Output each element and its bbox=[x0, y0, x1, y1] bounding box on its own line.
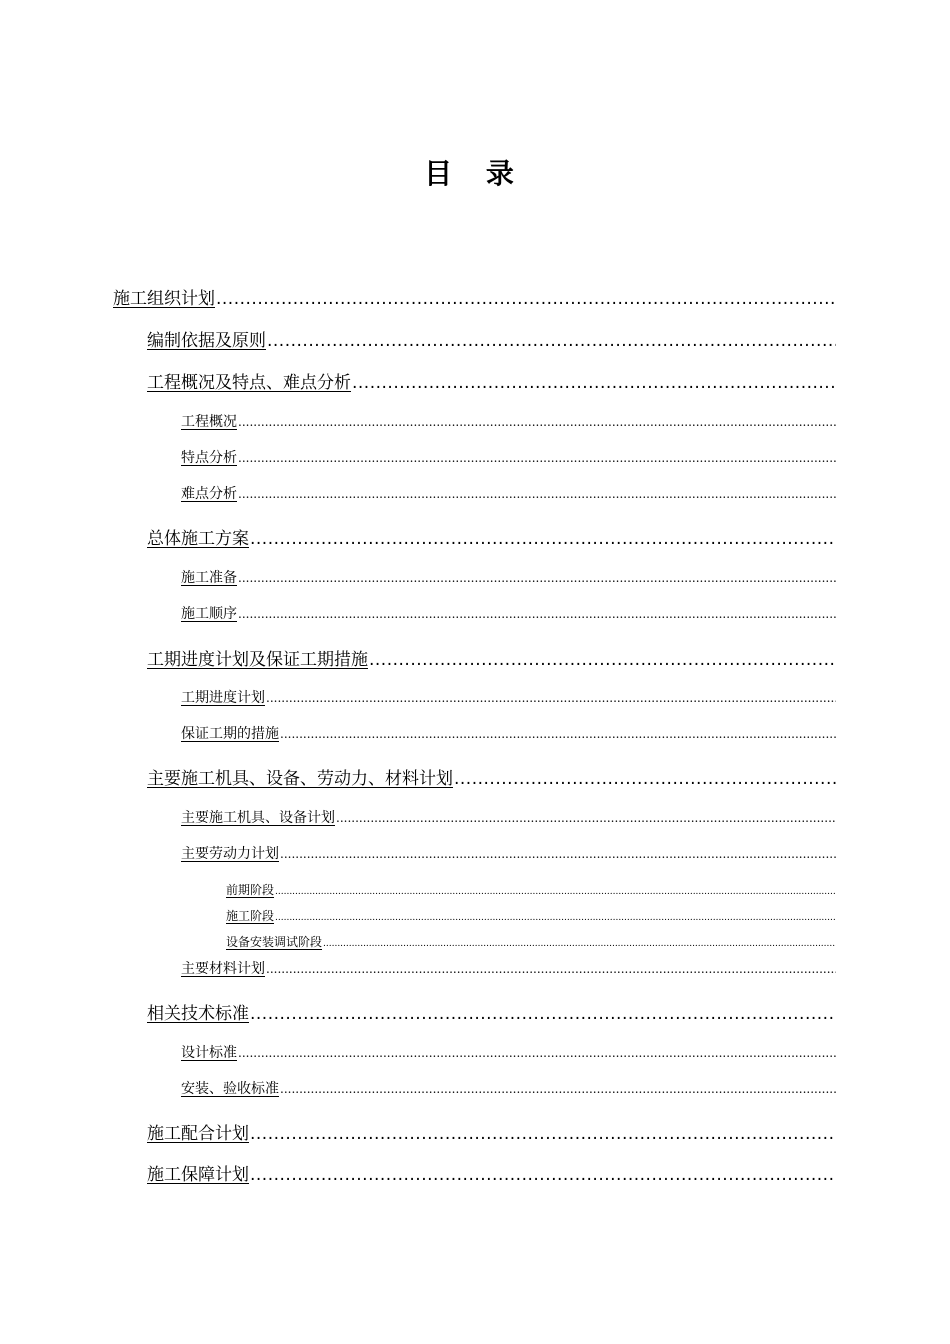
toc-leader-dots bbox=[275, 883, 836, 897]
toc-entry-label: 工程概况 bbox=[181, 414, 237, 430]
toc-entry-label: 保证工期的措施 bbox=[181, 726, 279, 742]
toc-entry-label: 工期进度计划 bbox=[181, 690, 265, 706]
toc-entry[interactable] bbox=[147, 326, 836, 351]
toc-entry-label: 相关技术标准 bbox=[147, 1004, 249, 1024]
toc-entry[interactable] bbox=[147, 1119, 836, 1144]
toc-leader-dots bbox=[275, 909, 836, 923]
toc-entry-label: 难点分析 bbox=[181, 486, 237, 502]
toc-entry[interactable] bbox=[181, 603, 836, 623]
toc-entry-label: 施工保障计划 bbox=[147, 1165, 249, 1185]
toc-leader-dots bbox=[280, 726, 836, 742]
toc-leader-dots bbox=[238, 606, 836, 622]
toc-entry[interactable] bbox=[181, 447, 836, 467]
toc-entry[interactable] bbox=[181, 687, 836, 707]
toc-entry-label: 施工阶段 bbox=[226, 909, 275, 923]
toc-entry[interactable] bbox=[147, 524, 836, 549]
toc-entry-label: 特点分析 bbox=[181, 450, 237, 466]
toc-leader-dots bbox=[280, 846, 836, 862]
toc-entry[interactable] bbox=[226, 933, 836, 950]
toc-entry[interactable] bbox=[181, 807, 836, 827]
toc-leader-dots bbox=[238, 570, 836, 586]
toc-entry-label: 编制依据及原则 bbox=[147, 331, 266, 351]
toc-entry-label: 设备安装调试阶段 bbox=[226, 935, 323, 949]
toc-leader-dots bbox=[250, 529, 836, 549]
toc-entry-label: 主要材料计划 bbox=[181, 961, 265, 977]
toc-leader-dots bbox=[266, 690, 836, 706]
toc-entry[interactable] bbox=[181, 958, 836, 978]
toc-entry-label: 安装、验收标准 bbox=[181, 1081, 279, 1097]
toc-entry[interactable] bbox=[181, 723, 836, 743]
toc-entry[interactable] bbox=[147, 1160, 836, 1185]
toc-entry-label: 工程概况及特点、难点分析 bbox=[147, 373, 351, 393]
toc-entry-label: 设计标准 bbox=[181, 1045, 237, 1061]
toc-entry[interactable] bbox=[181, 843, 836, 863]
toc-leader-dots bbox=[238, 486, 836, 502]
toc-leader-dots bbox=[238, 414, 836, 430]
toc-leader-dots bbox=[250, 1124, 836, 1144]
toc-entry-label: 主要施工机具、设备、劳动力、材料计划 bbox=[147, 769, 453, 789]
toc-entry-label: 施工顺序 bbox=[181, 606, 237, 622]
toc-entry-label: 施工配合计划 bbox=[147, 1124, 249, 1144]
toc-entry-label: 总体施工方案 bbox=[147, 529, 249, 549]
toc-entry[interactable] bbox=[113, 284, 836, 309]
toc-entry[interactable] bbox=[147, 764, 836, 789]
toc-leader-dots bbox=[280, 1081, 836, 1097]
toc-leader-dots bbox=[454, 769, 836, 789]
toc-leader-dots bbox=[323, 935, 836, 949]
toc-leader-dots bbox=[352, 373, 836, 393]
toc-leader-dots bbox=[369, 650, 836, 670]
toc-entry-label: 施工准备 bbox=[181, 570, 237, 586]
toc-entry[interactable] bbox=[181, 1078, 836, 1098]
toc-leader-dots bbox=[267, 331, 836, 351]
toc-entry-label: 主要劳动力计划 bbox=[181, 846, 279, 862]
toc-entry[interactable] bbox=[226, 881, 836, 898]
page-title: 目 录 bbox=[424, 157, 526, 190]
toc-leader-dots bbox=[336, 810, 836, 826]
toc-leader-dots bbox=[266, 961, 836, 977]
toc-entry[interactable] bbox=[181, 411, 836, 431]
toc-entry-label: 前期阶段 bbox=[226, 883, 275, 897]
toc-entry[interactable] bbox=[226, 907, 836, 924]
toc-entry[interactable] bbox=[181, 1042, 836, 1062]
toc-entry[interactable] bbox=[147, 645, 836, 670]
toc-entry[interactable] bbox=[147, 368, 836, 393]
toc-leader-dots bbox=[216, 289, 836, 309]
toc-entry-label: 工期进度计划及保证工期措施 bbox=[147, 650, 368, 670]
toc-leader-dots bbox=[238, 450, 836, 466]
toc-entry[interactable] bbox=[181, 567, 836, 587]
toc-entry[interactable] bbox=[147, 999, 836, 1024]
toc-entry-label: 主要施工机具、设备计划 bbox=[181, 810, 335, 826]
toc-leader-dots bbox=[250, 1004, 836, 1024]
toc-entry-label: 施工组织计划 bbox=[113, 289, 215, 309]
toc-leader-dots bbox=[250, 1165, 836, 1185]
toc-leader-dots bbox=[238, 1045, 836, 1061]
toc-entry[interactable] bbox=[181, 483, 836, 503]
